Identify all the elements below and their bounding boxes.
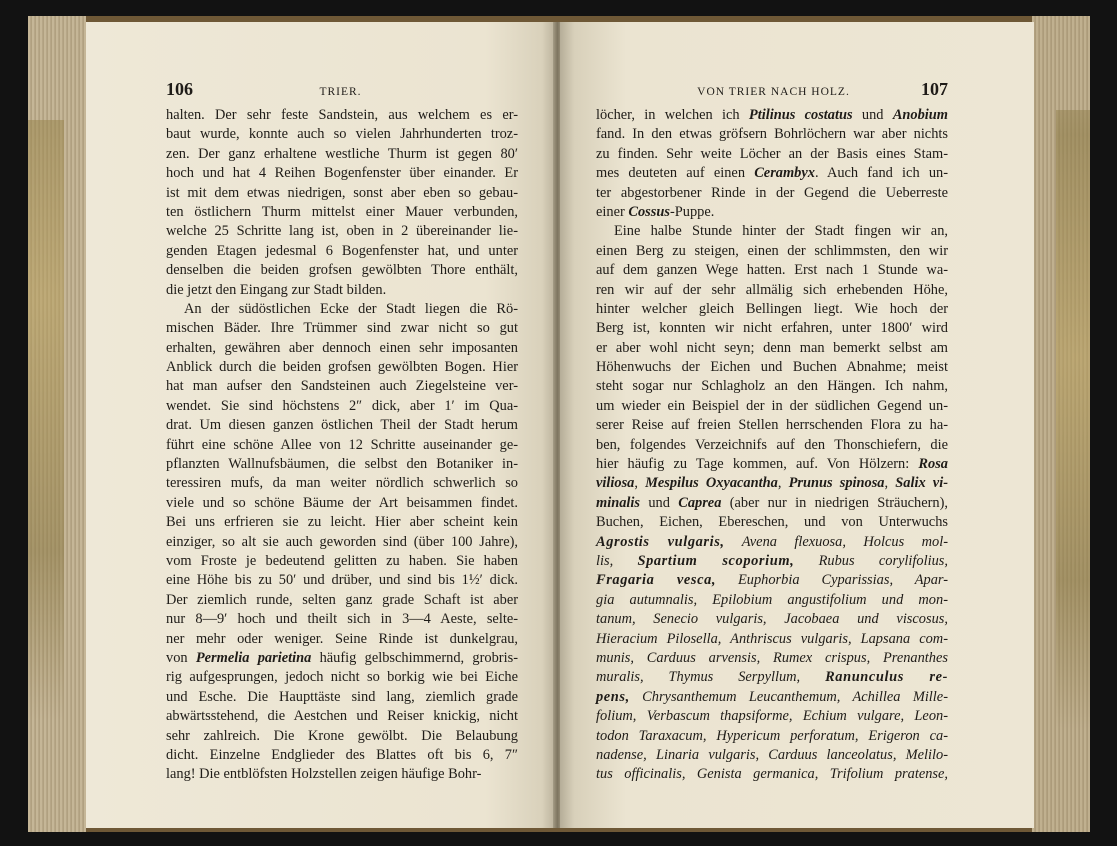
text-line: munis, Carduus arvensis, Rumex crispus, Prenanthes [596, 649, 948, 666]
text-line: muralis, Thymus Serpyllum, Ranunculus re- [596, 669, 948, 686]
text-line: ist mit dem etwas niedrigen, sonst aber eben so gebau- [166, 184, 518, 201]
text-line: viele und so schöne Bäume der Art beisammen findet. [166, 494, 518, 511]
page-number-left: 106 [166, 79, 193, 99]
text-line: steht sogar nur Schlagholz an den Hängen. Ich nahm, [596, 378, 948, 395]
text-line: welche 25 Schritte lang ist, oben in 2 übereinander lie- [166, 223, 518, 240]
text-line: die jetzt den Eingang zur Stadt bilden. [166, 281, 387, 298]
text-line: und Esche. Die Haupttäste sind lang, ziemlich grade [166, 688, 518, 705]
text-line: pflanzten Wallnufsbäumen, die selbst den Botaniker in- [166, 456, 518, 473]
text-line: löcher, in welchen ich Ptilinus costatus und Anobium [596, 107, 949, 123]
text-line: ter abgestorbener Rinde in der Gegend die Ueberreste [596, 184, 948, 201]
text-line: hoch und hat 4 Reihen Bogenfenster über einander. Er [166, 165, 518, 182]
text-line: hinter welcher gleich Bellingen liegt. Wie hoch der [596, 300, 948, 317]
text-line: Agrostis vulgaris, Avena flexuosa, Holcus mol- [596, 533, 948, 550]
text-line: eine Höhe bis zu 50′ und drüber, und sind bis 1½′ dick. [166, 572, 518, 589]
text-line: todon Taraxacum, Hypericum perforatum, Erigeron ca- [596, 727, 948, 744]
text-line: ten östlichern Thurm mittelst einer Mauer verbunden, [166, 203, 518, 220]
foxing-right [1056, 110, 1090, 730]
text-line: zen. Der ganz erhaltene westliche Thurm ist gegen 80′ [166, 145, 518, 162]
text-line: An der südöstlichen Ecke der Stadt liegen die Rö- [184, 300, 518, 317]
text-line: serer Reise auf freien Stellen herrschenden Flora zu ha- [596, 417, 948, 434]
text-line: Bei uns erfrieren sie zu leicht. Hier aber scheint kein [166, 514, 518, 531]
running-head-right: VON TRIER NACH HOLZ. [697, 86, 850, 98]
text-line: viliosa, Mespilus Oxyacantha, Prunus spinosa, Salix vi- [596, 475, 948, 492]
text-line: dicht. Einzelne Endglieder des Blattes oft bis 6, 7″ [166, 746, 518, 763]
left-page [86, 22, 556, 828]
text-line: er aber wohl nicht seyn; denn man bemerkt selbst am [596, 339, 948, 356]
left-page-header [166, 80, 518, 104]
text-line: nur 8—9′ hoch und theilt sich in 3—4 Aeste, selte- [166, 611, 518, 628]
text-line: ben, folgendes Verzeichnifs auf den Thonschiefern, die [596, 436, 948, 453]
text-line: Hieracium Pilosella, Anthriscus vulgaris, Lapsana com- [596, 630, 948, 647]
right-page-content [596, 80, 948, 785]
text-line: vom Froste je bedeutend gelitten zu haben. Sie haben [166, 552, 518, 569]
text-line: denselben die beiden grofsen gewölbten Thore enthält, [166, 262, 518, 279]
text-line: folium, Verbascum thapsiforme, Echium vulgare, Leon- [596, 708, 948, 725]
text-line: ren wir auf der sehr allmälig sich erhebenden Höhe, [596, 281, 948, 298]
text-line: einziger, so alt sie auch geworden sind (über 100 Jahre), [166, 533, 518, 550]
page-number-right: 107 [920, 79, 948, 99]
text-line: Berg ist, konnten wir nicht erfahren, unter 1800′ wird [596, 320, 948, 337]
right-page-header [596, 80, 948, 104]
text-line: einer Cossus-Puppe. [596, 203, 715, 220]
text-line: einen Berg zu steigen, einen der schlimmsten, den wir [596, 242, 948, 259]
text-line: erhalten, gewähren aber dennoch einen sehr imposanten [166, 339, 518, 356]
text-line: baut wurde, konnte auch so vielen Jahrhunderten troz- [166, 126, 518, 143]
left-page-content [166, 80, 518, 785]
text-line: fand. In den etwas gröfsern Bohrlöchern war aber nichts [596, 126, 948, 143]
text-line: Buchen, Eichen, Ebereschen, und von Unterwuchs [596, 514, 948, 531]
text-line: tanum, Senecio vulgaris, Jacobaea und viscosus, [596, 611, 948, 628]
text-line: minalis und Caprea (aber nur in niedrigen Sträuchern), [596, 494, 948, 511]
left-text-block [166, 106, 518, 785]
text-line: wendet. Sie sind höchstens 2″ dick, aber 1′ im Qua- [166, 397, 518, 414]
text-line: halten. Der sehr feste Sandstein, aus welchem es er- [166, 107, 518, 123]
text-line: Fragaria vesca, Euphorbia Cyparissias, Apar- [596, 572, 948, 589]
text-line: auf dem ganzen Wege hatten. Erst nach 1 Stunde wa- [596, 262, 948, 279]
text-line: tus officinalis, Genista germanica, Trifolium pratense, [596, 766, 948, 783]
text-line: drat. Um diesen ganzen östlichen Theil der Stadt herum [166, 417, 518, 434]
right-text-block [596, 106, 948, 785]
text-line: zu finden. Sehr weite Löcher an der Basis eines Stam- [596, 145, 948, 162]
text-line: hier häufig zu Tage kommen, auf. Von Hölzern: Rosa [596, 456, 948, 473]
text-line: Anblick durch die beiden grofsen gewölbten Bogen. Hier [166, 359, 518, 376]
text-line: genden Etagen jedesmal 6 Bogenfenster hat, und unter [166, 242, 518, 259]
text-line: abwärtsstehend, die Aestchen und Reiser knickig, nicht [166, 708, 518, 725]
text-line: gia autumnalis, Epilobium angustifolium und mon- [596, 591, 948, 608]
text-line: mischen Bäder. Ihre Trümmer sind zwar nicht so gut [166, 320, 518, 337]
text-line: sehr zahlreich. Die Krone gewölbt. Die Belaubung [166, 727, 518, 744]
text-line: rig aufgesprungen, jedoch nicht so borkig wie bei Eiche [166, 669, 518, 686]
text-line: lang! Die entblöfsten Holzstellen zeigen häufige Bohr- [166, 766, 482, 783]
text-line: hat man aufser den Sandsteinen auch Ziegelsteine ver- [166, 378, 518, 395]
text-line: um wieder ein Beispiel der in der südlichen Gegend un- [596, 397, 948, 414]
text-line: führt eine schöne Allee von 12 Schritte auseinander ge- [166, 436, 518, 453]
text-line: nadense, Linaria vulgaris, Carduus lanceolatus, Melilo- [596, 746, 948, 763]
text-line: pens, Chrysanthemum Leucanthemum, Achillea Mille- [596, 688, 948, 705]
text-line: lis, Spartium scoporium, Rubus corylifolius, [596, 552, 949, 569]
text-line: mes deuteten auf einen Cerambyx. Auch fand ich un- [596, 165, 949, 182]
foxing-left [28, 120, 64, 720]
text-line: Der ziemlich runde, selten ganz grade Schaft ist aber [166, 591, 518, 608]
text-line: Eine halbe Stunde hinter der Stadt fingen wir an, [614, 223, 948, 240]
text-line: von Permelia parietina häufig gelbschimmernd, grobris- [166, 649, 518, 666]
text-line: Höhenwuchs der Eichen und Buchen Abnahme; meist [596, 359, 948, 376]
text-line: teressiren mufs, da man weiter nördlich schwerlich so [166, 475, 518, 492]
text-line: ner mehr oder weniger. Seine Rinde ist dunkelgrau, [166, 630, 518, 647]
right-page [560, 22, 1034, 828]
running-head-left: TRIER. [319, 86, 362, 98]
